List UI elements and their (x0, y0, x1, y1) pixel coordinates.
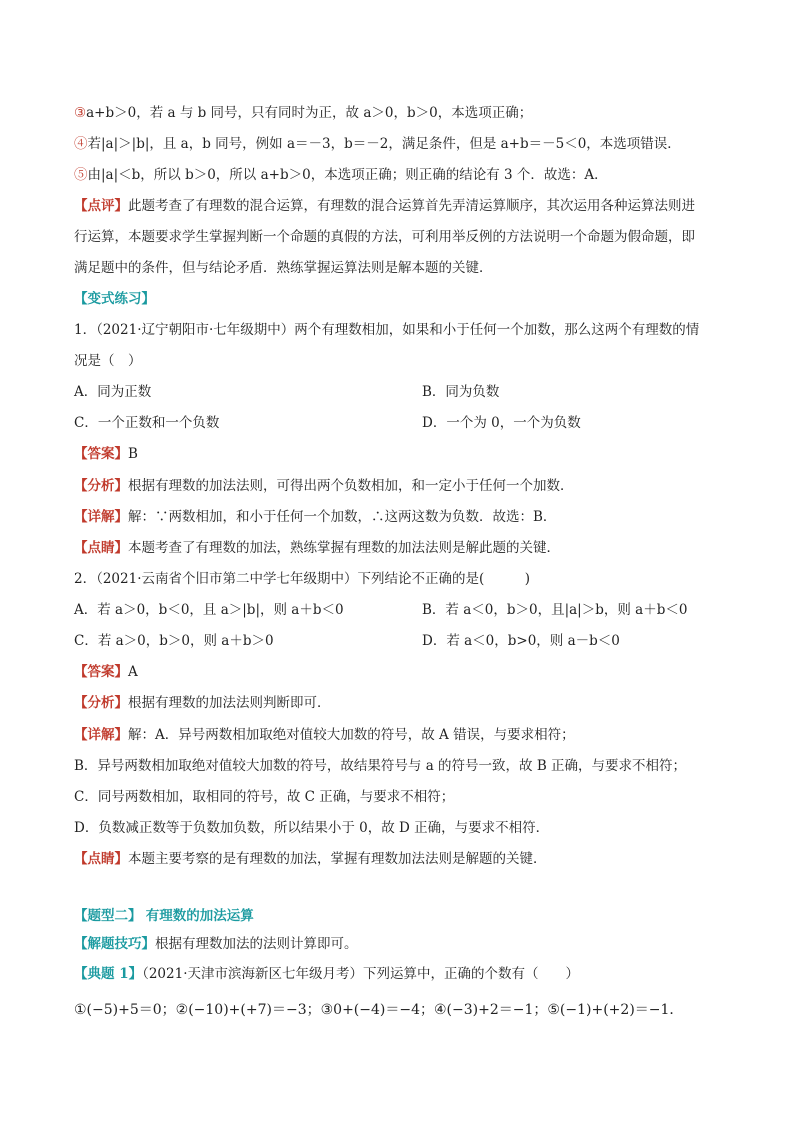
type2-heading-tag: 【题型二】 (74, 908, 142, 924)
tip-text: 根据有理数加法的法则计算即可。 (155, 936, 358, 952)
detail-tag: 【详解】 (74, 509, 128, 525)
item-number: ④ (74, 136, 88, 152)
q1-analysis (74, 477, 574, 495)
comment-line-2: 行运算，本题要求学生掌握判断一个命题的真假的方法，可利用举反例的方法说明一个命题为假命题，即 (74, 229, 695, 245)
type2-heading-text: 有理数的加法运算 (145, 908, 254, 924)
q2-comment (74, 850, 547, 868)
q1-options-cd (74, 414, 581, 432)
q2-detail-a (74, 726, 575, 744)
q2-option-c: C．若 a＞0，b＞0，则 a＋b＞0 (74, 633, 274, 649)
q1-option-b: B．同为负数 (422, 384, 500, 400)
analysis-tag: 【分析】 (74, 478, 128, 494)
q1-options-ab (74, 383, 500, 401)
analysis-tag: 【分析】 (74, 695, 128, 711)
example-tag: 【典题 1】 (74, 966, 143, 982)
analysis-text: 根据有理数的加法法则，可得出两个负数相加，和一定小于任何一个加数． (128, 478, 574, 494)
q1-option-c: C．一个正数和一个负数 (74, 415, 220, 431)
analysis-text: 根据有理数的加法法则判断即可． (128, 695, 331, 711)
item-number: ③ (74, 105, 87, 121)
q1-stem-line-1: 1．（2021·辽宁朝阳市·七年级期中）两个有理数相加，如果和小于任何一个加数，那么这两个有理数的情 (74, 322, 700, 338)
item-text: 若|a|＞|b|，且 a，b 同号，例如 a＝－3，b＝－2，满足条件，但是 a+b＝－5＜0，本选项错误． (87, 136, 681, 152)
q1-detail (74, 508, 556, 526)
answer-value: B (128, 446, 138, 462)
q2-detail-c: C．同号两数相加，取相同的符号，故 C 正确，与要求不相符； (74, 789, 455, 805)
solution-item-5 (74, 166, 608, 184)
example-formula: ①(−5)+5＝0；②(−10)+(+7)＝−3；③0+(−4)＝−4；④(−3)+2＝−1；⑤(−1)+(+2)＝−1． (74, 1002, 684, 1018)
answer-tag: 【答案】 (74, 446, 128, 462)
item-number: ⑤ (74, 167, 88, 183)
type2-heading (74, 907, 254, 925)
solution-item-3 (74, 104, 532, 122)
q1-option-d: D．一个为 0，一个为负数 (422, 415, 581, 431)
q1-stem-line-2: 况是（ ） (74, 353, 142, 369)
q2-stem: 2．（2021·云南省个旧市第二中学七年级期中）下列结论不正确的是( ) (74, 571, 531, 587)
tip-tag: 【解题技巧】 (74, 936, 155, 952)
detail-tag: 【详解】 (74, 727, 128, 743)
q2-option-b: B．若 a＜0，b＞0，且|a|＞b，则 a＋b＜0 (422, 602, 688, 618)
q1-option-a: A．同为正数 (74, 384, 152, 400)
comment-line-1 (74, 197, 695, 215)
q2-detail-b: B．异号两数相加取绝对值较大加数的符号，故结果符号与 a 的符号一致，故 B 正确，与要求不相符； (74, 758, 687, 774)
detail-text: 解：∵两数相加，和小于任何一个加数，∴这两这数为负数．故选：B． (128, 509, 557, 525)
comment-tag: 【点评】 (74, 198, 128, 214)
comment-tag: 【点睛】 (74, 540, 128, 556)
type2-tip (74, 935, 358, 953)
q2-options-ab (74, 601, 688, 619)
comment-tag: 【点睛】 (74, 851, 128, 867)
solution-item-4 (74, 135, 681, 153)
example-text: （2021·天津市滨海新区七年级月考）下列运算中，正确的个数有（ ） (142, 966, 579, 982)
answer-value: A (128, 664, 138, 680)
comment-line-3: 满足题中的条件，但与结论矛盾．熟练掌握运算法则是解本题的关键． (74, 260, 493, 276)
comment-text: 本题考查了有理数的加法，熟练掌握有理数的加法法则是解此题的关键． (128, 540, 560, 556)
q2-option-d: D．若 a＜0，b>0，则 a－b＜0 (422, 633, 620, 649)
detail-text: 解：A．异号两数相加取绝对值较大加数的符号，故 A 错误，与要求相符； (128, 727, 575, 743)
q2-options-cd (74, 632, 620, 650)
item-text: a+b＞0，若 a 与 b 同号，只有同时为正，故 a＞0，b＞0，本选项正确； (86, 105, 533, 121)
type2-example (74, 965, 579, 983)
q2-analysis (74, 694, 331, 712)
q2-option-a: A．若 a＞0，b＜0，且 a＞|b|，则 a＋b＜0 (74, 602, 344, 618)
answer-tag: 【答案】 (74, 664, 128, 680)
q2-detail-d: D．负数减正数等于负数加负数，所以结果小于 0，故 D 正确，与要求不相符． (74, 820, 550, 836)
q1-comment (74, 539, 560, 557)
variant-heading: 【变式练习】 (74, 291, 155, 307)
q1-answer (74, 445, 138, 463)
item-text: 由|a|＜b，所以 b＞0，所以 a+b＞0，本选项正确；则正确的结论有 3 个．故选：A． (87, 167, 608, 183)
q2-answer (74, 663, 138, 681)
comment-text: 此题考查了有理数的混合运算，有理数的混合运算首先弄清运算顺序，其次运用各种运算法则进 (128, 198, 695, 214)
comment-text: 本题主要考察的是有理数的加法，掌握有理数加法法则是解题的关键． (128, 851, 547, 867)
